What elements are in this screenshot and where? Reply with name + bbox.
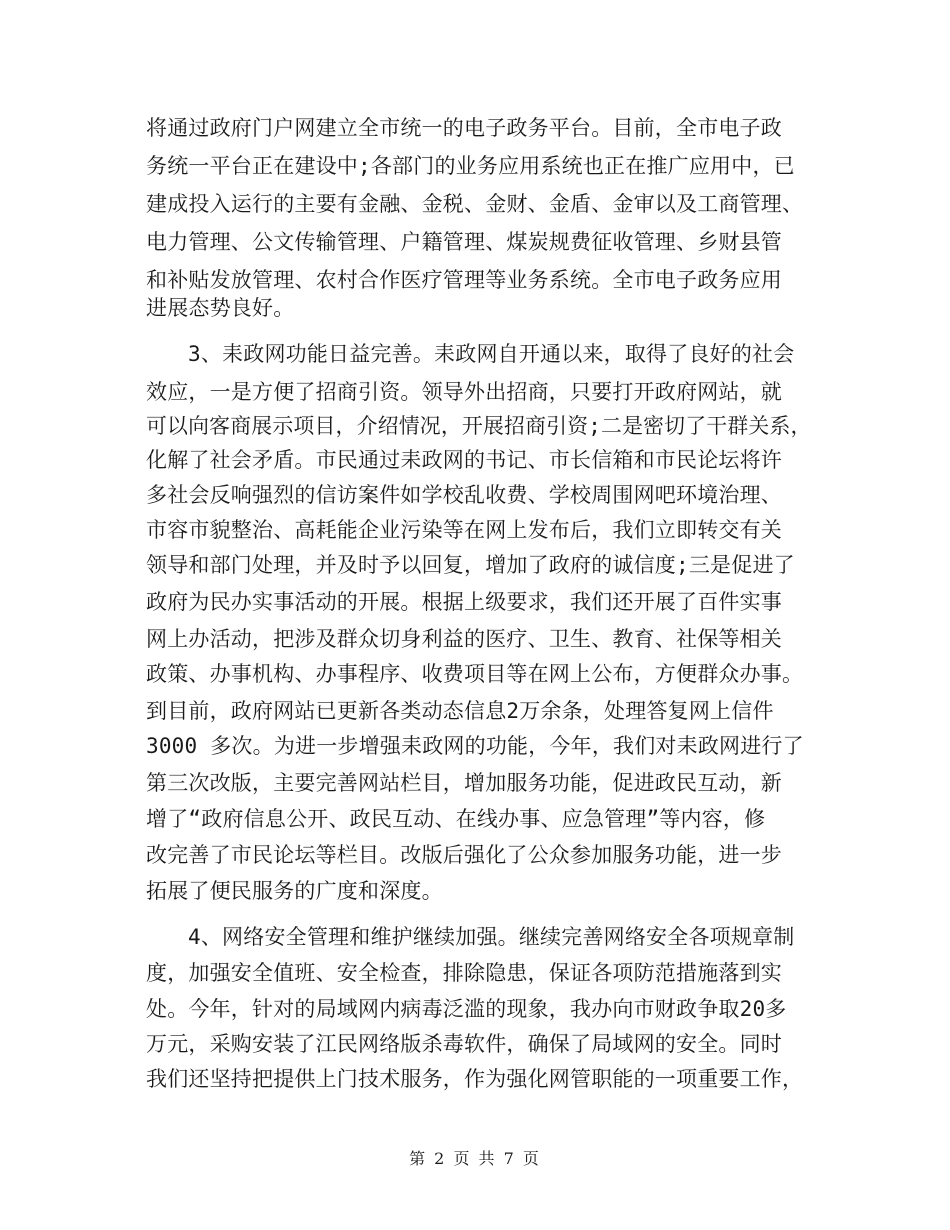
text-line: 拓展了便民服务的广度和深度。 — [146, 879, 443, 903]
text-line: 领导和部门处理，并及时予以回复，增加了政府的诚信度;三是促进了 — [146, 553, 795, 577]
text-line: 可以向客商展示项目，介绍情况，开展招商引资;二是密切了干群关系， — [146, 414, 812, 438]
text-line: 建成投入运行的主要有金融、金税、金财、金盾、金审以及工商管理、 — [146, 192, 804, 216]
text-line: 改完善了市民论坛等栏目。改版后强化了公众参加服务功能，进一步 — [146, 843, 782, 867]
text-line: 务统一平台正在建设中;各部门的业务应用系统也正在推广应用中，已 — [146, 154, 795, 178]
text-line: 我们还坚持把提供上门技术服务，作为强化网管职能的一项重要工作， — [146, 1067, 804, 1091]
text-line: 3000 多次。为进一步增强耒政网的功能，今年，我们对耒政网进行了 — [146, 734, 804, 758]
text-line: 处。今年，针对的局域网内病毒泛滥的现象，我办向市财政争取20多 — [146, 997, 787, 1021]
text-line: 4、网络安全管理和维护继续加强。继续完善网络安全各项规章制 — [188, 925, 795, 949]
text-line: 网上办活动，把涉及群众切身利益的医疗、卫生、教育、社保等相关 — [146, 627, 782, 651]
page-number: 第 2 页 共 7 页 — [409, 1149, 541, 1168]
text-line: 增了“政府信息公开、政民互动、在线办事、应急管理”等内容，修 — [146, 807, 766, 831]
text-line: 电力管理、公文传输管理、户籍管理、煤炭规费征收管理、乡财县管 — [146, 230, 782, 254]
text-line: 市容市貌整治、高耗能企业污染等在网上发布后，我们立即转交有关 — [146, 518, 782, 542]
text-line: 多社会反响强烈的信访案件如学校乱收费、学校周围网吧环境治理、 — [146, 483, 782, 507]
text-line: 化解了社会矛盾。市民通过耒政网的书记、市长信箱和市民论坛将许 — [146, 448, 782, 472]
text-line: 效应，一是方便了招商引资。领导外出招商，只要打开政府网站，就 — [146, 380, 782, 404]
text-line: 度，加强安全值班、安全检查，排除隐患，保证各项防范措施落到实 — [146, 961, 782, 985]
text-line: 到目前，政府网站已更新各类动态信息2万余条，处理答复网上信件 — [146, 699, 774, 723]
text-line: 和补贴发放管理、农村合作医疗管理等业务系统。全市电子政务应用 — [146, 268, 782, 292]
text-line: 第三次改版，主要完善网站栏目，增加服务功能，促进政民互动，新 — [146, 771, 782, 795]
text-line: 进展态势良好。 — [146, 296, 295, 320]
text-line: 政策、办事机构、办事程序、收费项目等在网上公布，方便群众办事。 — [146, 662, 804, 686]
text-line: 万元，采购安装了江民网络版杀毒软件，确保了局域网的安全。同时 — [146, 1032, 782, 1056]
text-line: 将通过政府门户网建立全市统一的电子政务平台。目前，全市电子政 — [146, 116, 782, 140]
text-line: 3、耒政网功能日益完善。耒政网自开通以来，取得了良好的社会 — [188, 342, 795, 366]
text-line: 政府为民办实事活动的开展。根据上级要求，我们还开展了百件实事 — [146, 590, 782, 614]
